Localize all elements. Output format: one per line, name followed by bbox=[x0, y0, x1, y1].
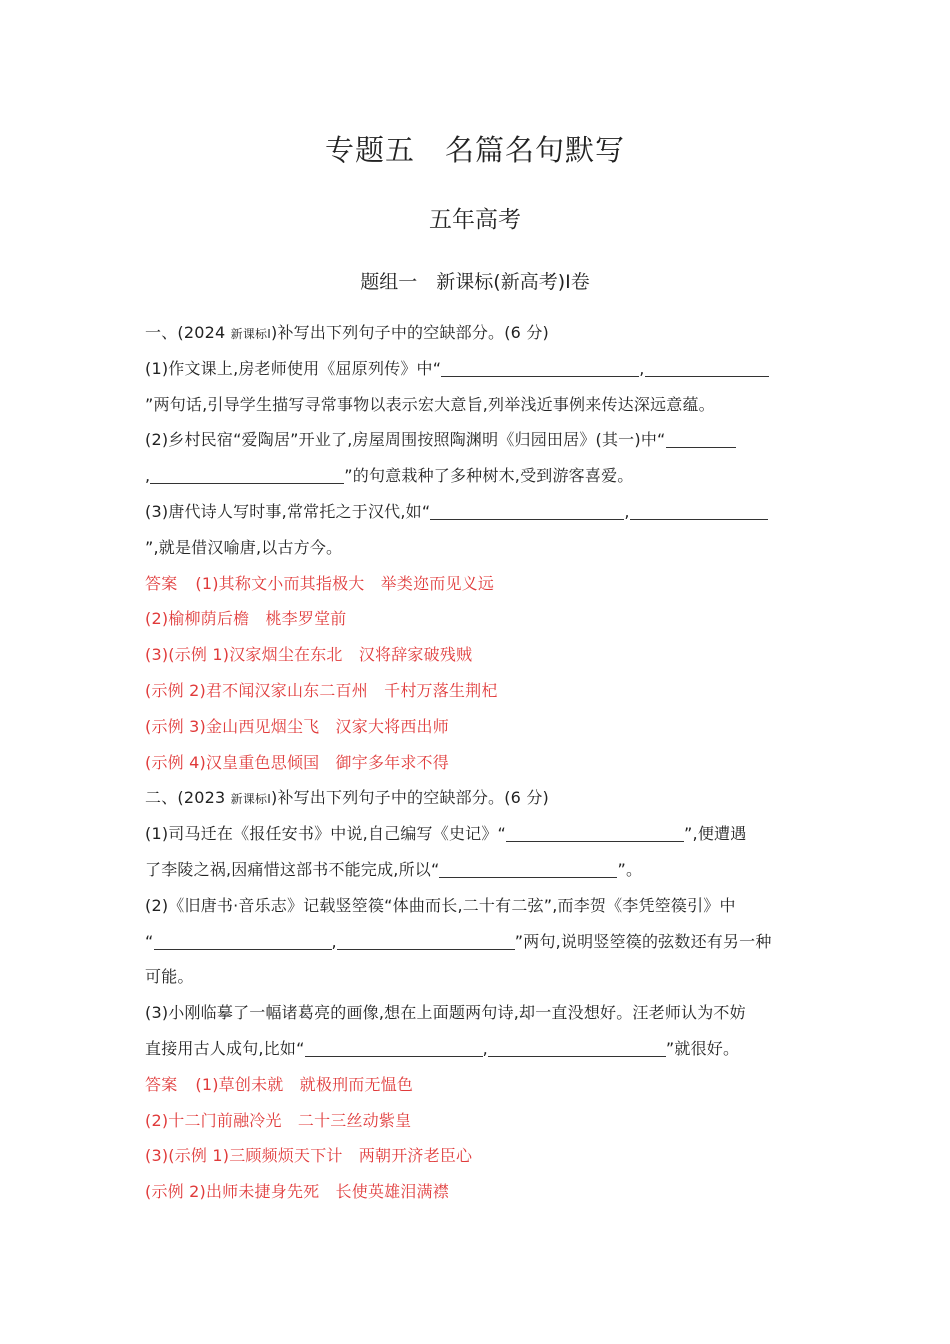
document-body bbox=[145, 315, 810, 1210]
fill-blank[interactable] bbox=[305, 1038, 483, 1057]
fill-blank[interactable] bbox=[506, 823, 684, 842]
answer-1-line-1: 答案 (1)其称文小而其指极大 举类迩而见义远 bbox=[145, 573, 495, 593]
page-title: 专题五 名篇名句默写 bbox=[324, 133, 625, 167]
section-title: 五年高考 bbox=[429, 207, 521, 233]
fill-blank[interactable] bbox=[150, 465, 344, 484]
source-tag: 新课标Ⅰ bbox=[230, 792, 271, 807]
fill-blank[interactable] bbox=[666, 429, 736, 448]
answer-2-line-1: 答案 (1)草创未就 就极刑而无愠色 bbox=[145, 1074, 414, 1094]
question-2-part-2-cont: “ , ”两句,说明竖箜篌的弦数还有另一种 bbox=[145, 931, 772, 951]
question-2-part-2-end: 可能。 bbox=[145, 967, 194, 987]
answer-1-line-4: (示例 2)君不闻汉家山东二百州 千村万落生荆杞 bbox=[145, 680, 498, 700]
fill-blank[interactable] bbox=[439, 859, 617, 878]
answer-label: 答案 bbox=[145, 1074, 178, 1094]
group-title: 题组一 新课标(新高考)Ⅰ卷 bbox=[360, 271, 590, 293]
fill-blank[interactable] bbox=[488, 1038, 666, 1057]
fill-blank[interactable] bbox=[645, 358, 769, 377]
question-1-part-2-cont: , ”的句意栽种了多种树木,受到游客喜爱。 bbox=[145, 466, 634, 486]
answer-1-line-5: (示例 3)金山西见烟尘飞 汉家大将西出师 bbox=[145, 716, 449, 736]
question-2-header: 二、(2023 新课标Ⅰ)补写出下列句子中的空缺部分。(6 分) bbox=[145, 788, 549, 808]
question-2-part-2: (2)《旧唐书·音乐志》记载竖箜篌“体曲而长,二十有二弦”,而李贺《李凭箜篌引》中 bbox=[145, 895, 736, 915]
question-2-part-3: (3)小刚临摹了一幅诸葛亮的画像,想在上面题两句诗,却一直没想好。汪老师认为不妨 bbox=[145, 1003, 746, 1023]
answer-2-line-2: (2)十二门前融冷光 二十三丝动紫皇 bbox=[145, 1110, 412, 1130]
fill-blank[interactable] bbox=[441, 358, 639, 377]
source-tag: 新课标Ⅰ bbox=[230, 327, 271, 341]
fill-blank[interactable] bbox=[630, 501, 768, 520]
question-1-part-1-cont: ”两句话,引导学生描写寻常事物以表示宏大意旨,列举浅近事例来传达深远意蕴。 bbox=[145, 394, 715, 414]
answer-1-line-3: (3)(示例 1)汉家烟尘在东北 汉将辞家破残贼 bbox=[145, 645, 473, 665]
question-1-part-2: (2)乡村民宿“爱陶居”开业了,房屋周围按照陶渊明《归园田居》(其一)中“ bbox=[145, 422, 810, 458]
answer-1-line-6: (示例 4)汉皇重色思倾国 御宇多年求不得 bbox=[145, 752, 449, 772]
question-1-header: 一、(2024 新课标Ⅰ)补写出下列句子中的空缺部分。(6 分) bbox=[145, 323, 549, 342]
question-2-part-3-cont: 直接用古人成句,比如“ , ”就很好。 bbox=[145, 1038, 740, 1058]
answer-2-line-4: (示例 2)出师未捷身先死 长使英雄泪满襟 bbox=[145, 1182, 449, 1202]
question-1-part-3: (3)唐代诗人写时事,常常托之于汉代,如“ , bbox=[145, 494, 810, 530]
fill-blank[interactable] bbox=[430, 501, 624, 520]
answer-1-line-2: (2)榆柳荫后檐 桃李罗堂前 bbox=[145, 609, 347, 629]
question-2-part-1: (1)司马迁在《报任安书》中说,自己编写《史记》“ ”,便遭遇 bbox=[145, 824, 747, 844]
fill-blank[interactable] bbox=[154, 931, 332, 950]
fill-blank[interactable] bbox=[337, 931, 515, 950]
answer-label: 答案 bbox=[145, 573, 178, 593]
question-2-part-1-cont: 了李陵之祸,因痛惜这部书不能完成,所以“ ”。 bbox=[145, 859, 643, 879]
question-1-part-3-cont: ”,就是借汉喻唐,以古方今。 bbox=[145, 537, 343, 557]
answer-2-line-3: (3)(示例 1)三顾频烦天下计 两朝开济老臣心 bbox=[145, 1146, 473, 1166]
question-1-part-1: (1)作文课上,房老师使用《屈原列传》中“ , bbox=[145, 351, 810, 387]
